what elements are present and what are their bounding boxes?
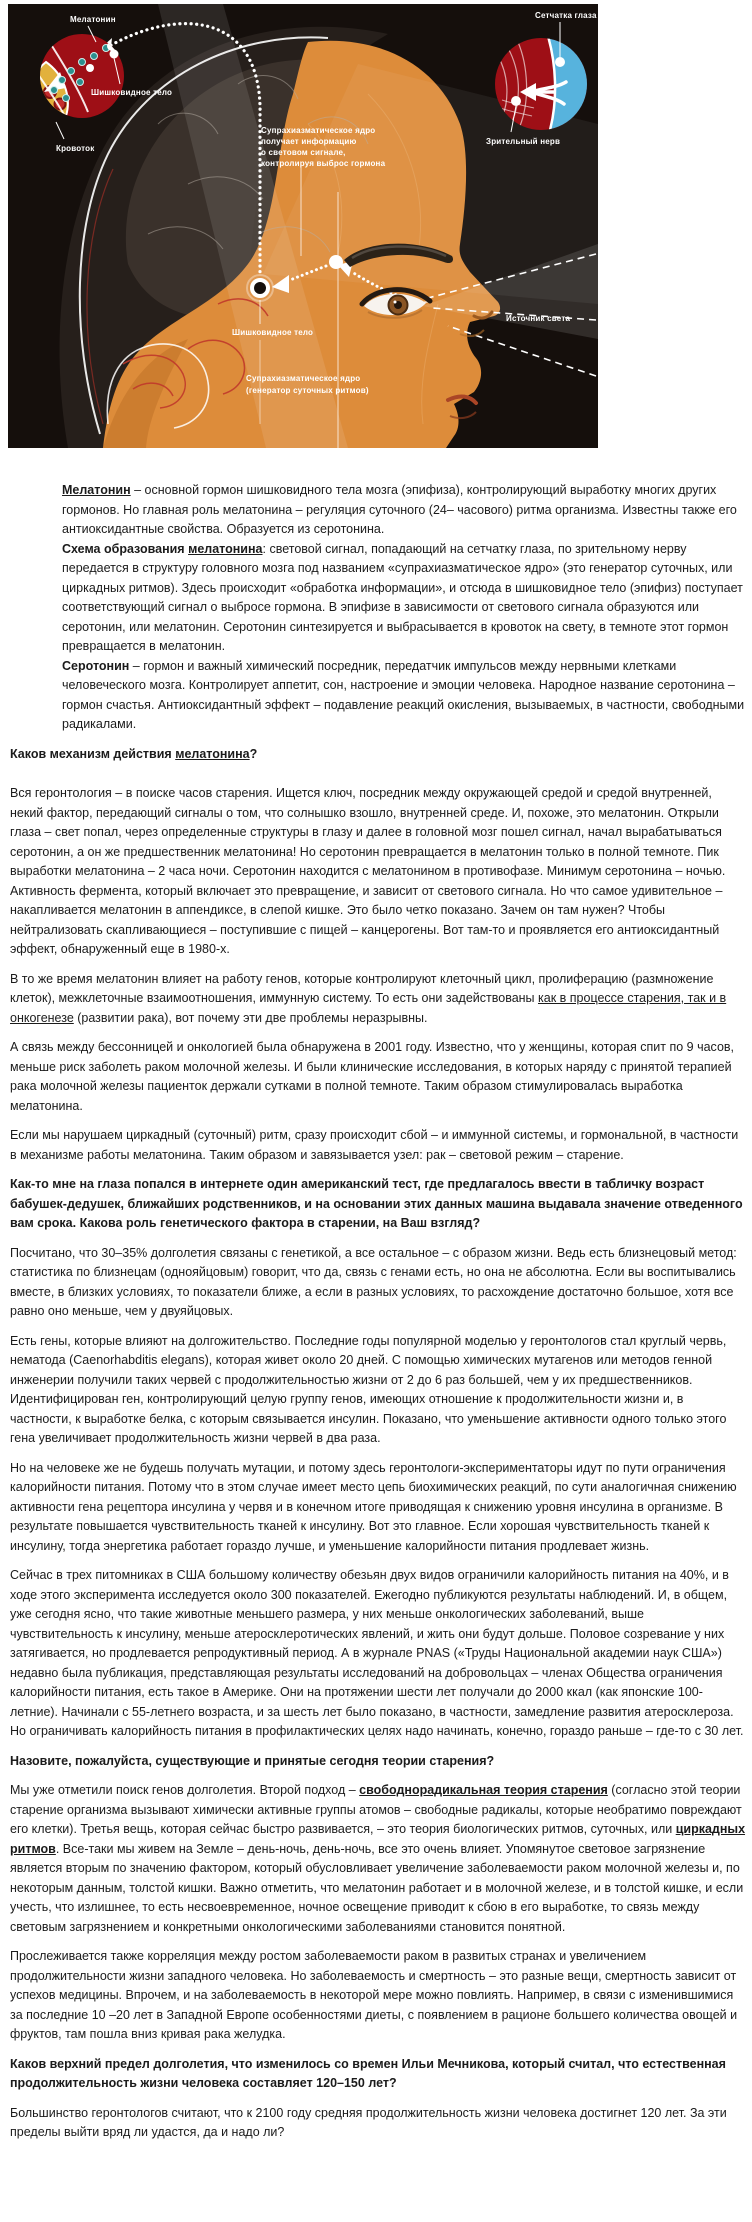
text-run: Каков верхний предел долголетия, что изменилось со времен Ильи Мечникова, который считал, что естественная продолжительность жизни человека составляет 120–150 лет? [10,2056,726,2090]
inline-link[interactable]: свободнорадикальная теория старения [359,1783,608,1797]
answer-paragraph [10,1459,746,1557]
section-heading [10,745,746,765]
label-retina: Сетчатка глаза [535,11,597,20]
text-run: – основной гормон шишковидного тела мозга (эпифиза), контролирующий выработку многих других гормонов. Но главная роль мелатонина – регуляция суточного (24– часового) ритма организма. Известны также его антиоксидантные свойства. Образуется из серотонина. [62,483,737,536]
text-run: Но на человеке же не будешь получать мутации, и потому здесь геронтологи-экспериментаторы идут по пути ограничения калорийности питания. Потому что в этом случае имеет место цепь биохимических реакций, по сути аналогичная снижению активности гена рецептора инсулина у червя и в конечном итоге приводящая к снижению уровня инсулина в организме. В результате повышается чувствительность тканей к инсулину. Вот это главное. Если хорошая чувствительность тканей к инсулину, тогда энергетика работает гораздо лучше, и уменьшение калорийности питания продлевает жизнь. [10,1460,737,1553]
retina-anchor-dot [555,57,565,67]
question-paragraph [10,2055,746,2094]
text-run: Прослеживается также корреляция между ростом заболеваемости раком в развитых странах и увеличением продолжительности жизни западного человека. Но заболеваемость и смертность – это разные вещи, смертность зависит от успехов медицины. Впрочем, и на заболеваемость в некоторой мере можно повлиять. Например, в связи с изменившимися за последние 10 –20 лет в Западной Европе особенностями диеты, с появлением в рационе большего количества овощей и фруктов, там пошла вниз кривая рака желудка. [10,1949,738,2041]
question-paragraph [10,1752,746,1772]
text-run: Схема образования [62,541,189,556]
pineal-gland-marker [252,280,268,296]
text-run: Посчитано, что 30–35% долголетия связаны с генетикой, а все остальное – с образом жизни. Ведь есть близнецовый метод: статистика по близнецам (однояйцовым) говорит, что да, связь с генами есть, но она не абсолютна. Если вы воспитывались вместе, в близких условиях, то показатели ближе, а если в разных условиях, то расхождение достаточно большое, хотя все равно оно меньше, чем у двуяйцовых. [10,1245,737,1318]
label-scn-info: о световом сигнале, [261,148,346,157]
answer-paragraph [10,784,746,960]
melatonin-infographic [8,4,598,448]
eye-highlight [394,301,397,304]
text-run: : световой сигнал, попадающий на сетчатку глаза, по зрительному нерву передается в структуру головного мозга под названием «супрахиазматическое ядро» (это генератор суточных, или циркадных ритмов). Здесь происходит «обработка информации», и отсюда в шишковидное тело (эпифиз) поступает соответствующий сигнал о выбросе гормона. В эпифизе в зависимости от светового сигнала образуются или серотонин, или мелатонин. Серотонин синтезируется и выбрасывается в кровоток на свету, в темноте этот гормон превращается в мелатонин. [62,541,743,653]
definition-paragraph [62,657,746,735]
text-run: Если мы нарушаем циркадный (суточный) ритм, сразу происходит сбой – и иммунной системы, и гормональной, в частности в механизме работы мелатонина. Таким образом и завязывается узел: рак – световой режим – старение. [10,1128,739,1162]
definition-paragraph [62,481,746,540]
text-run: Каков механизм действия [10,746,176,761]
text-run: (согласно этой теории старение организма вызывают химически активные группы атомов – свободные радикалы, которые необратимо повреждают его клетки). Третья вещь, которая сейчас быстро развивается, – это теория биологических ритмов, суточных, или [10,1783,742,1836]
text-run: Как-то мне на глаза попался в интернете один американский тест, где предлагалось ввести в табличку возраст бабушек-дедушек, ближайших родственников, и на основании этих данных машина выдавала значение отведенного вам срока. Какова роль генетического фактора в старении, на Ваш взгляд? [10,1177,743,1230]
article-body [10,481,746,2153]
label-optic-nerve: Зрительный нерв [486,137,561,146]
text-run: В то же время мелатонин влияет на работу генов, которые контролируют клеточный цикл, пролиферацию (размножение клеток), межклеточные взаимоотношения, иммунную систему. То есть они задействованы [10,971,714,1005]
text-run: Сейчас в трех питомниках в США большому количеству обезьян двух видов ограничили калорийность питания на 40%, и в ходе этого эксперимента исследуется около 300 показателей. Ежегодно публикуются результаты наблюдений. И, в общем, уже сегодня ясно, что такие животные меньшего размера, у них меньше онкологических заболеваний, выше чувствительность к инсулину, меньше атеросклеротических явлений, и жить они будут дольше. Половое созревание у них затягивается, но продлевается репродуктивный период. А в журнале PNAS («Труды Национальной академии наук США») недавно была публикация, представляющая результаты исследований на добровольцах – членах Общества ограничения калорийности питания, есть такое в Америке. Они на протяжении шести лет получали до 2000 ккал (как японские 100-летние). Начинали с 55-летнего возраста, и за шесть лет было показано, в частности, замедление развития атеросклероза. Но ограничивать калорийность питания в профилактических целях надо начинать, конечно, гораздо раньше – где-то с 30 лет. [10,1568,744,1738]
label-pineal-inset: Шишковидное тело [91,88,173,97]
text-run: А связь между бессонницей и онкологией была обнаружена в 2001 году. Известно, что у женщины, которая спит по 9 часов, меньше риск заболеть раком молочной железы. И были клинические исследования, в которых наряду с принятой терапией рака молочной железы пациенток держали сутками в полной темноте. Таким образом стимулировалась выработка мелатонина. [10,1040,735,1113]
answer-paragraph [10,2104,746,2143]
text-run: . Все-таки мы живем на Земле – день-ночь, день-ночь, все это очень влияет. Упомянутое световое загрязнение является вторым по значению фактором, который обусловливает увеличение заболеваемости раком молочной железы и, по некоторым данным, толстой кишки. Важно отметить, что мелатонин работает и в молочной железе, и в толстой кишке, и если учесть, что излишнее, то есть несвоевременное, ночное освещение приводит к сбою в его выработке, то связь между световым загрязнением и конкретными онкологическими заболеваниями становится понятной. [10,1841,744,1934]
pineal-anchor-dot [110,50,119,59]
question-paragraph [10,1175,746,1234]
answer-paragraph [10,1126,746,1165]
answer-paragraph [10,1566,746,1742]
inline-link[interactable]: Мелатонин [62,483,131,497]
text-run: (развитии рака), вот почему эти две проблемы неразрывны. [73,1010,428,1025]
definition-paragraph [62,540,746,657]
answer-paragraph [10,1332,746,1449]
answer-paragraph [10,1038,746,1116]
text-run: Мы уже отметили поиск генов долголетия. Второй подход – [10,1783,360,1797]
optic-nerve-anchor-dot [511,96,521,106]
label-scn-info: контролируя выброс гормона [261,159,386,168]
text-run: ? [249,746,258,761]
label-scn: Супрахиазматическое ядро [246,374,361,383]
label-pineal-body: Шишковидное тело [232,328,314,337]
answer-paragraph [10,970,746,1029]
label-scn-info: получает информацию [261,137,357,146]
text-run: – гормон и важный химический посредник, передатчик импульсов между нервными клетками человеческого мозга. Контролирует аппетит, сон, настроение и эмоции человека. Народное название серотонина – гормон счастья. Антиоксидантный эффект – подавление реакций окисления, вызываемых, в частности, свободными радикалами. [62,658,745,731]
inline-link[interactable]: мелатонина [175,746,250,761]
answer-paragraph [10,1947,746,2045]
answer-paragraph [10,1244,746,1322]
text-run: Вся геронтология – в поиске часов старения. Ищется ключ, посредник между окружающей средой и средой внутренней, некий фактор, передающий сигналы о том, что солнышко взошло, внутренней среде. И, похоже, это мелатонин. Открыли глаза – свет попал, через определенные структуры в глазу и далее в головной мозг пошел сигнал, начал вырабатываться серотонин, а он же предшественник мелатонина! Но серотонин превращается в мелатонин только в полной темноте. Пик выработки мелатонина – 2 часа ночи. Серотонин находится с мелатонином в противофазе. Минимум серотонина – ночью. Активность фермента, который включает это превращение, и зависит от светового сигнала. Но что самое удивительное – накапливается мелатонин в аппендиксе, в слепой кишке. Это было четко показано. Зачем он там нужен? Чтобы нейтрализовать скапливающиеся – поступившие с пищей – канцерогены. Вот там-то и проявляется его антиоксидантный эффект, обнаруженный еще в 1980-х. [10,786,726,956]
label-scn-info: Супрахиазматическое ядро [261,126,376,135]
inline-link[interactable]: мелатонина [188,541,263,556]
text-run: Назовите, пожалуйста, существующие и принятые сегодня теории старения? [10,1753,495,1768]
hormone-dot [86,64,94,72]
label-melatonin: Мелатонин [70,15,116,24]
text-run: Большинство геронтологов считают, что к 2100 году средняя продолжительность жизни человека достигнет 120 лет. За эти пределы выйти вряд ли удастся, да и надо ли? [10,2105,727,2139]
label-bloodstream: Кровоток [56,144,95,153]
text-run: Есть гены, которые влияют на долгожительство. Последние годы популярной моделью у геронтологов стал круглый червь, нематода (Caenorhabditis elegans), которая живет около 20 дней. С помощью химических мутагенов или методов генной инженерии получили таких червей с продолжительностью жизни от 2 до 6 раз большей, чем у их предшественников. Идентифицирован ген, контролирующий целую группу генов, имеющих отношение к продолжительности жизни и, в частности, к выработке белка, с которым связывается инсулин. Показано, что уменьшение активности одного только этого гена увеличивает продолжительность жизни червей в два раза. [10,1333,727,1445]
text-run: Серотонин [62,658,130,673]
inline-link[interactable]: циркадных ритмов [10,1822,746,1856]
label-light-source: Источник света [506,314,571,323]
answer-paragraph [10,1781,746,1937]
inline-link[interactable]: как в процессе старения, так и в онкогенезе [10,991,727,1025]
label-scn: (генератор суточных ритмов) [246,386,369,395]
